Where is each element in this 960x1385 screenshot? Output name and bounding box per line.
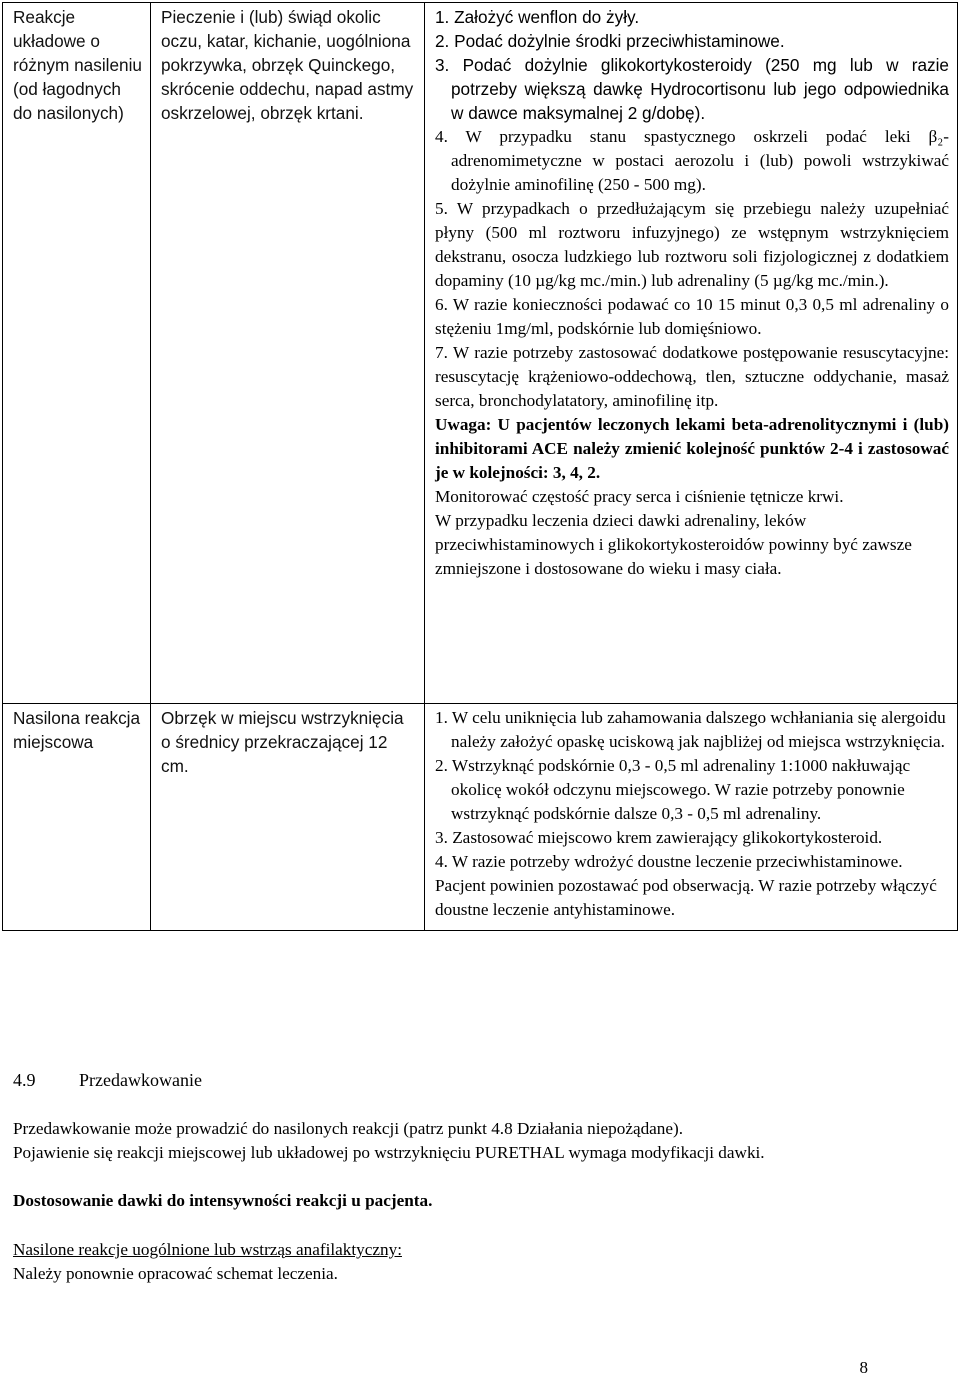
- severe-reactions-label: Nasilone reakcje uogólnione lub wstrząs anafilaktyczny:: [13, 1240, 402, 1259]
- symptoms-local: Obrzęk w miejscu wstrzyknięcia o średnicy przekraczającej 12 cm.: [151, 704, 425, 931]
- page-number: 8: [859, 1358, 868, 1377]
- local-step-4: 4. W razie potrzeby wdrożyć doustne leczenie przeciwhistaminowe.: [435, 852, 903, 871]
- table-row: [3, 704, 958, 931]
- overdose-paragraph-1: Przedawkowanie może prowadzić do nasilonych reakcji (patrz punkt 4.8 Działania niepożądane).: [13, 1119, 684, 1138]
- warning-note: Uwaga: U pacjentów leczonych lekami beta-adrenolitycznymi i (lub) inhibitorami ACE należy zmienić kolejność punktów 2-4 i zastosować je w kolejności: 3, 4, 2.: [435, 415, 949, 482]
- children-note: W przypadku leczenia dzieci dawki adrenaliny, leków przeciwhistaminowych i glikokortykosteroidów powinny być zawsze zmniejszone i dostosowane do wieku i masy ciała.: [435, 511, 912, 578]
- step-1: 1. Założyć wenflon do żyły.: [435, 7, 640, 27]
- reaction-table: [2, 2, 958, 931]
- step-3: 3. Podać dożylnie glikokortykosteroidy (250 mg lub w razie potrzeby większą dawkę Hydrocortisonu lub jego odpowiednika w dawce maksymalnej 2 g/dobę).: [435, 55, 949, 123]
- treatment-systemic: [425, 3, 958, 704]
- treatment-local: [425, 704, 958, 931]
- local-step-1: 1. W celu uniknięcia lub zahamowania dalszego wchłaniania się alergoidu należy założyć opaskę uciskową jak najbliżej od miejsca wstrzyknięcia.: [435, 708, 946, 751]
- step-6: 6. W razie konieczności podawać co 10 15 minut 0,3 0,5 ml adrenaliny o stężeniu 1mg/ml, podskórnie lub domięśniowo.: [435, 295, 949, 338]
- step-4: 4. W przypadku stanu spastycznego oskrzeli podać leki β₂-adrenomimetyczne w postaci aerozolu i (lub) powoli wstrzykiwać dożylnie aminofilinę (250 - 500 mg).: [435, 127, 949, 194]
- step-5: 5. W przypadkach o przedłużającym się przebiegu należy uzupełniać płyny (500 ml roztworu infuzyjnego) ze wstępnym wstrzyknięciem dekstranu, osocza ludzkiego lub roztworu soli fizjologicznej z dodatkiem dopaminy (10 µg/kg mc./min.) lub adrenaliny (5 µg/kg mc./min.).: [435, 199, 949, 290]
- observe-note: Pacjent powinien pozostawać pod obserwacją. W razie potrzeby włączyć doustne leczenie antyhistaminowe.: [435, 876, 937, 919]
- table-row: [3, 3, 958, 704]
- dose-adjustment-heading: Dostosowanie dawki do intensywności reakcji u pacjenta.: [13, 1191, 433, 1210]
- schedule-note: Należy ponownie opracować schemat leczenia.: [13, 1264, 338, 1283]
- section-heading: [13, 1070, 202, 1091]
- reaction-type-systemic: Reakcje układowe o różnym nasileniu (od łagodnych do nasilonych): [3, 3, 151, 704]
- monitor-note: Monitorować częstość pracy serca i ciśnienie tętnicze krwi.: [435, 487, 844, 506]
- step-7: 7. W razie potrzeby zastosować dodatkowe postępowanie resuscytacyjne: resuscytację krążeniowo-oddechową, tlen, sztuczne oddychanie, masaż serca, bronchodylatatory, aminofilinę itp.: [435, 343, 949, 410]
- local-step-3: 3. Zastosować miejscowo krem zawierający glikokortykosteroid.: [435, 828, 883, 847]
- reaction-type-local: Nasilona reakcja miejscowa: [3, 704, 151, 931]
- step-2: 2. Podać dożylnie środki przeciwhistaminowe.: [435, 31, 785, 51]
- local-step-2: 2. Wstrzyknąć podskórnie 0,3 - 0,5 ml adrenaliny 1:1000 nakłuwając okolicę wokół odczynu miejscowego. W razie potrzeby ponownie wstrzyknąć podskórnie dalsze 0,3 - 0,5 ml adrenaliny.: [435, 756, 911, 823]
- section-number: 4.9: [13, 1070, 36, 1090]
- symptoms-systemic: Pieczenie i (lub) świąd okolic oczu, katar, kichanie, uogólniona pokrzywka, obrzęk Quinckego, skrócenie oddechu, napad astmy oskrzelowej, obrzęk krtani.: [151, 3, 425, 704]
- section-title: Przedawkowanie: [79, 1070, 202, 1090]
- overdose-paragraph-2: Pojawienie się reakcji miejscowej lub układowej po wstrzyknięciu PURETHAL wymaga modyfikacji dawki.: [13, 1143, 765, 1162]
- severe-reactions-subheading: [13, 1238, 948, 1262]
